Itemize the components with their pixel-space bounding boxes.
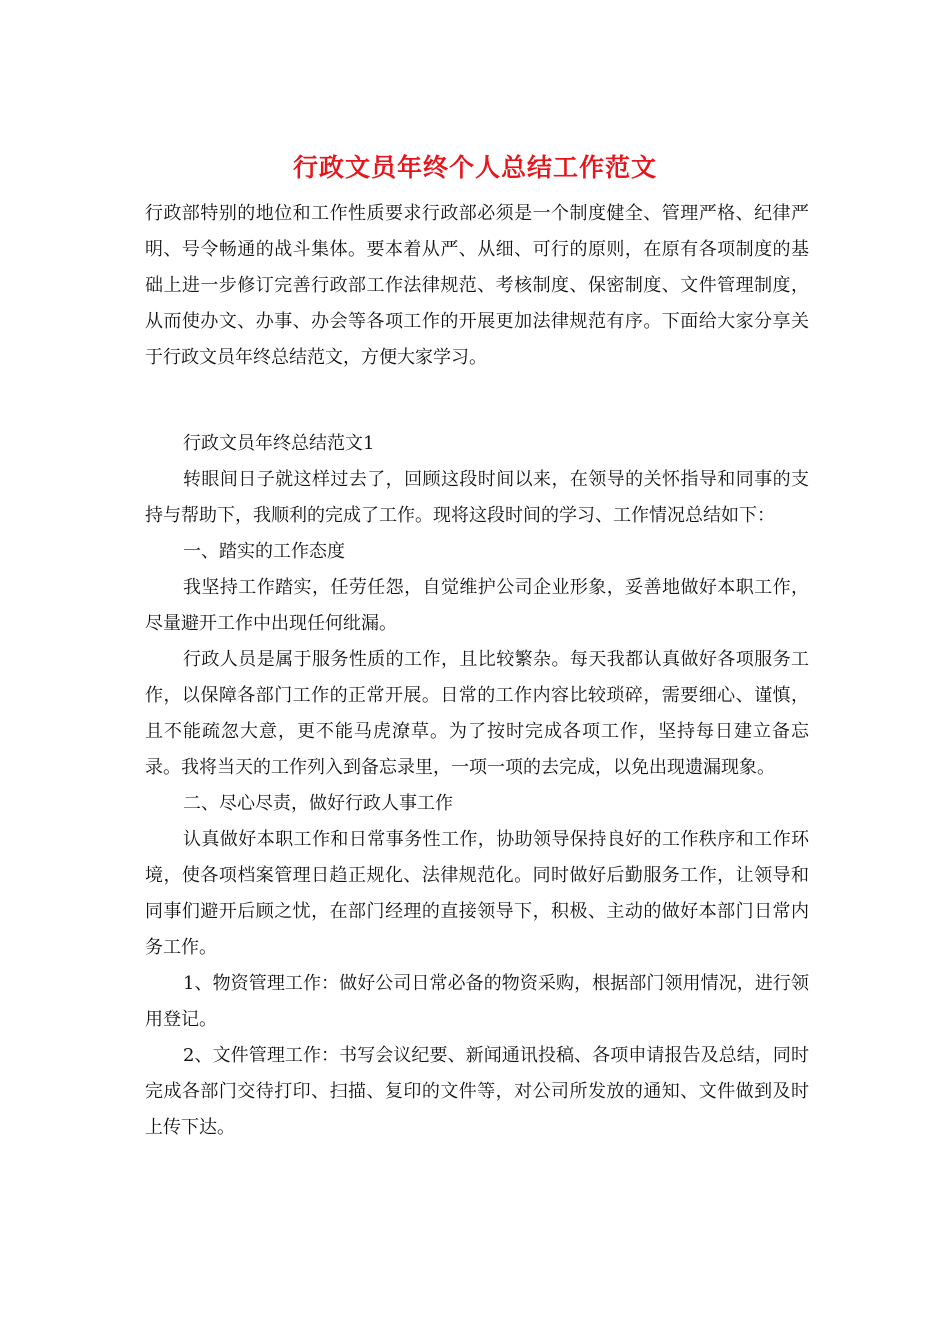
paragraph: 2、文件管理工作：书写会议纪要、新闻通讯投稿、各项申请报告及总结，同时完成各部门交待打印、扫描、复印的文件等，对公司所发放的通知、文件做到及时上传下达。 [145, 1045, 809, 1138]
paragraph: 转眼间日子就这样过去了，回顾这段时间以来，在领导的关怀指导和同事的支持与帮助下，我顺利的完成了工作。现将这段时间的学习、工作情况总结如下： [145, 469, 809, 526]
paragraph: 行政人员是属于服务性质的工作，且比较繁杂。每天我都认真做好各项服务工作，以保障各部门工作的正常开展。日常的工作内容比较琐碎，需要细心、谨慎，且不能疏忽大意，更不能马虎潦草。为了按时完成各项工作，坚持每日建立备忘录。我将当天的工作列入到备忘录里，一项一项的去完成，以免出现遗漏现象。 [145, 649, 809, 778]
document-title: 行政文员年终个人总结工作范文 [292, 153, 657, 182]
document-body [145, 196, 809, 1146]
paragraph: 1、物资管理工作：做好公司日常必备的物资采购，根据部门领用情况，进行领用登记。 [145, 973, 809, 1030]
paragraph: 我坚持工作踏实，任劳任怨，自觉维护公司企业形象，妥善地做好本职工作，尽量避开工作中出现任何纰漏。 [145, 577, 809, 634]
heading-two: 二、尽心尽责，做好行政人事工作 [183, 793, 453, 814]
paragraph-gap [145, 376, 809, 426]
paragraph: 认真做好本职工作和日常事务性工作，协助领导保持良好的工作秩序和工作环境，使各项档案管理日趋正规化、法律规范化。同时做好后勤服务工作，让领导和同事们避开后顾之忧，在部门经理的直接领导下，积极、主动的做好本部门日常内务工作。 [145, 829, 809, 958]
heading-one: 一、踏实的工作态度 [183, 541, 345, 562]
intro-paragraph: 行政部特别的地位和工作性质要求行政部必须是一个制度健全、管理严格、纪律严明、号令畅通的战斗集体。要本着从严、从细、可行的原则，在原有各项制度的基础上进一步修订完善行政部工作法律规范、考核制度、保密制度、文件管理制度，从而使办文、办事、办会等各项工作的开展更加法律规范有序。下面给大家分享关于行政文员年终总结范文，方便大家学习。 [145, 203, 809, 368]
section-title: 行政文员年终总结范文1 [183, 433, 375, 454]
